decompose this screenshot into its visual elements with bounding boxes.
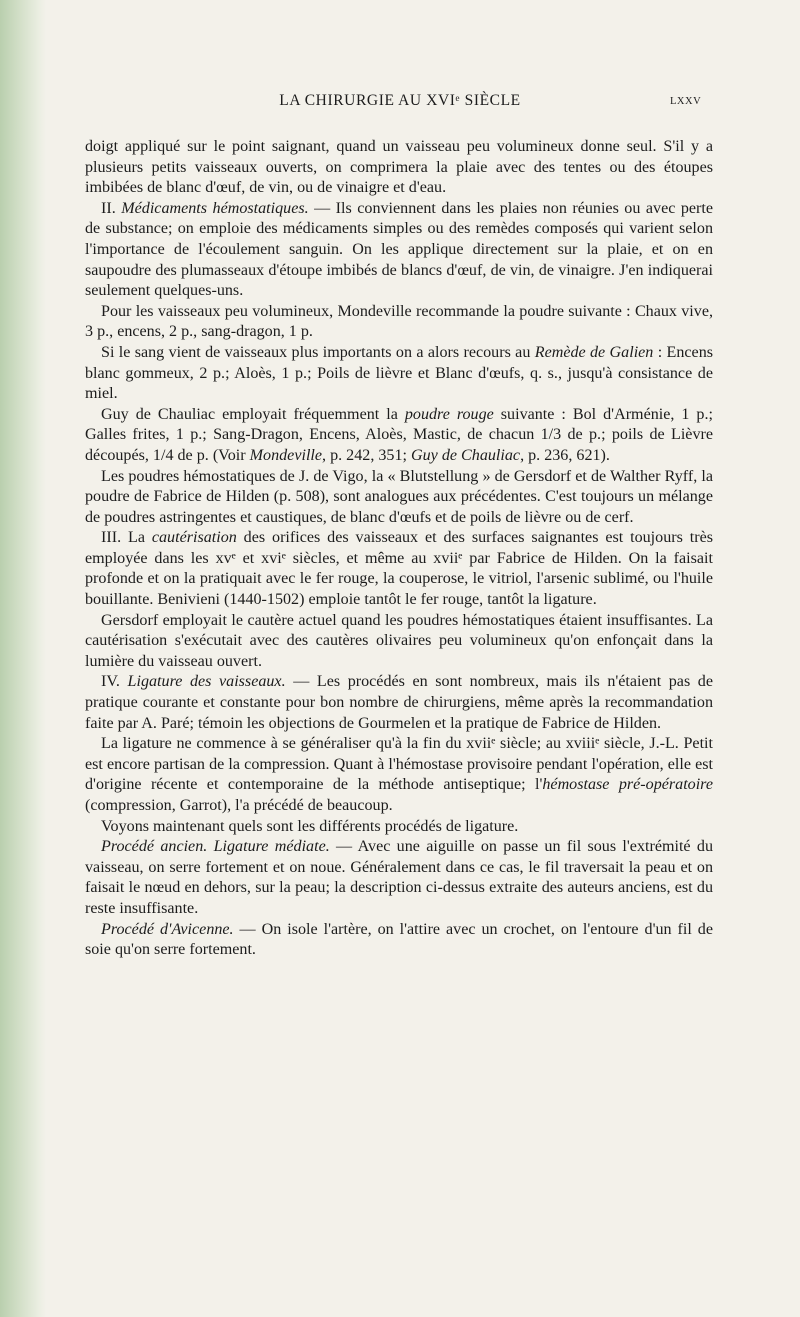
paragraph: Les poudres hémostatiques de J. de Vigo, la « Blutstellung » de Gersdorf et de Walther Ryff, la poudre de Fabrice de Hilden (p. 508), sont analogues aux précédentes. C'est toujours un mélange de poudres astringentes et caustiques, de blanc d'œufs et de poils de lièvre ou de cerf. — [85, 467, 713, 526]
body-text — [85, 137, 713, 961]
paragraph: La ligature ne commence à se généraliser qu'à la fin du xviiᵉ siècle; au xviiiᵉ siècle, J.-L. Petit est encore partisan de la compression. Quant à l'hémostase provisoire pendant l'opération, elle est d'origine récente et contemporaine de la méthode antiseptique; l'hémostase pré-opératoire (compression, Garrot), l'a précédé de beaucoup. — [85, 735, 713, 814]
section-heading: Procédé d'Avicenne. — [101, 920, 234, 938]
page-edge-shadow — [0, 0, 46, 1317]
paragraph: Voyons maintenant quels sont les différents procédés de ligature. — [101, 817, 519, 835]
paragraph: II. Médicaments hémostatiques. — Ils conviennent dans les plaies non réunies ou avec perte de substance; on emploie des médicaments simples ou des remèdes composés qui varient selon l'importance de l'écoulement sanguin. On les applique directement sur la plaie, et on en saupoudre des plumasseaux d'étoupe imbibés de blancs d'œuf, de vin, de vinaigre. J'en indiquerai seulement quelques-uns. — [85, 199, 713, 300]
section-heading: cautérisation — [151, 529, 237, 547]
page-header — [0, 92, 800, 116]
paragraph: Procédé ancien. Ligature médiate. — Avec une aiguille on passe un fil sous l'extrémité du vaisseau, on serre fortement et on noue. Généralement dans ce cas, le fil traversait la peau et on faisait le nœud en dehors, sur la peau; la description ci-dessus extraite des auteurs anciens, est du reste insuffisante. — [85, 838, 713, 917]
section-heading: Ligature des vaisseaux. — [127, 673, 286, 691]
section-heading: Médicaments hémostatiques. — [121, 199, 309, 217]
paragraph: Procédé d'Avicenne. — On isole l'artère, on l'attire avec un crochet, on l'entoure d'un fil de soie qu'on serre fortement. — [85, 920, 713, 959]
section-heading: Procédé ancien. Ligature médiate. — [101, 838, 330, 856]
paragraph: Guy de Chauliac employait fréquemment la poudre rouge suivante : Bol d'Arménie, 1 p.; Galles frites, 1 p.; Sang-Dragon, Encens, Aloès, Mastic, de chacun 1/3 de p.; poils de Lièvre découpés, 1/4 de p. (Voir Mondeville, p. 242, 351; Guy de Chauliac, p. 236, 621). — [85, 405, 713, 464]
paragraph: doigt appliqué sur le point saignant, quand un vaisseau peu volumineux donne seul. S'il y a plusieurs petits vaisseaux ouverts, on comprimera la plaie avec des tentes ou des étoupes imbibées de blanc d'œuf, de vin, ou de vinaigre et d'eau. — [85, 138, 713, 197]
paragraph: III. La cautérisation des orifices des vaisseaux et des surfaces saignantes est toujours très employée dans les xvᵉ et xviᵉ siècles, et même au xviiᵉ par Fabrice de Hilden. On la faisait profonde et on la pratiquait avec le fer rouge, la couperose, le vitriol, l'arsenic sublimé, ou l'huile bouillante. Benivieni (1440-1502) emploie tantôt le fer rouge, tantôt la ligature. — [85, 529, 714, 609]
paragraph: Si le sang vient de vaisseaux plus importants on a alors recours au Remède de Galien : Encens blanc gommeux, 2 p.; Aloès, 1 p.; Poils de lièvre et Blanc d'œufs, q. s., jusqu'à consistance de miel. — [85, 343, 713, 403]
running-title: LA CHIRURGIE AU XVIᵉ SIÈCLE — [279, 92, 521, 109]
paragraph: Pour les vaisseaux peu volumineux, Mondeville recommande la poudre suivante : Chaux vive, 3 p., encens, 2 p., sang-dragon, 1 p. — [85, 302, 713, 341]
paragraph: Gersdorf employait le cautère actuel quand les poudres hémostatiques étaient insuffisantes. La cautérisation s'exécutait avec des cautères olivaires peu volumineux qu'on enfonçait dans la lumière du vaisseau ouvert. — [85, 611, 713, 670]
paragraph: IV. Ligature des vaisseaux. — Les procédés en sont nombreux, mais ils n'étaient pas de pratique courante et constante pour bon nombre de chirurgiens, même après la recommandation faite par A. Paré; témoin les objections de Gourmelen et la pratique de Fabrice de Hilden. — [85, 673, 713, 732]
page-number: LXXV — [670, 96, 702, 107]
